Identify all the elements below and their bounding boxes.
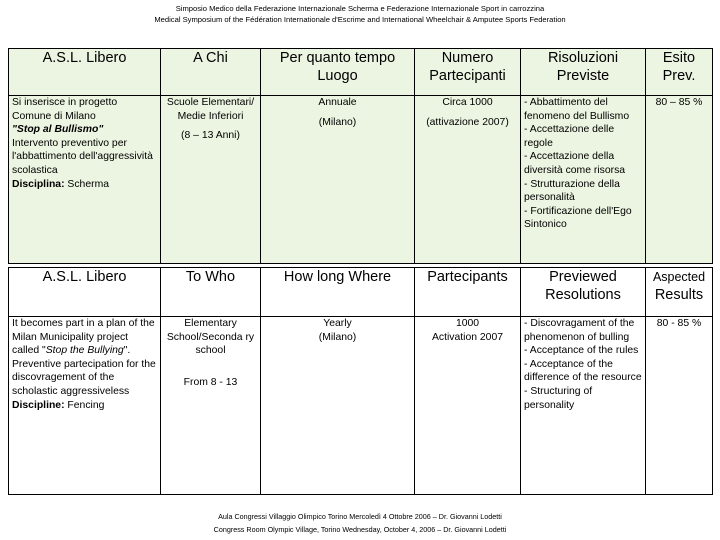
footer-line-italian: Aula Congressi Villaggio Olimpico Torino Mercoledì 4 Ottobre 2006 – Dr. Giovanni Lodetti <box>218 512 502 521</box>
italian-resolution-item: - Accettazione delle regole <box>524 124 615 149</box>
english-resolution-item: - Acceptance of the rules <box>524 345 639 357</box>
english-discipline-value: Fencing <box>64 399 105 411</box>
english-target-schools: Elementary School/Seconda ry school <box>166 318 255 357</box>
italian-header-row <box>9 49 713 96</box>
header-how-long-where: How long Where <box>261 268 415 317</box>
italian-duration <box>261 96 415 264</box>
italian-project-name: "Stop al Bullismo" <box>12 124 104 136</box>
italian-duration-place: (Milano) <box>318 116 357 128</box>
slide-header <box>0 3 720 25</box>
italian-resolution-item: - Strutturazione della personalità <box>524 178 620 204</box>
english-project-description <box>9 317 161 495</box>
italian-target-ages: (8 – 13 Anni) <box>181 130 240 142</box>
header-aspected: Aspected <box>652 270 706 284</box>
english-duration <box>261 317 415 495</box>
header-per-quanto-tempo: Per quanto tempo Luogo <box>261 49 415 96</box>
english-project-name: Stop the Bullying <box>45 345 124 357</box>
italian-resolution-item: - Fortificazione dell'Ego Sintonico <box>524 205 632 231</box>
slide-footer <box>0 510 720 536</box>
english-project-goal: Preventive partecipation for the discovragement of the scholastic aggressiveless <box>12 358 156 397</box>
italian-table <box>8 48 713 264</box>
english-duration-place: (Milano) <box>318 331 357 343</box>
english-participants-activation: Activation 2007 <box>431 331 504 343</box>
italian-discipline-value: Scherma <box>64 178 110 190</box>
english-expected-outcome: 80 - 85 % <box>646 317 713 495</box>
header-risoluzioni-previste: Risoluzioni Previste <box>521 49 646 96</box>
header-partecipants: Partecipants <box>415 268 521 317</box>
header-to-who: To Who <box>161 268 261 317</box>
english-body-row <box>9 317 713 495</box>
english-header-row <box>9 268 713 317</box>
header-line-english: Medical Symposium of the Fédération Internationale d'Escrime and International Wheelchair & Amputee Sports Federation <box>154 15 566 24</box>
footer-line-english: Congress Room Olympic Village, Torino Wednesday, October 4, 2006 – Dr. Giovanni Lodetti <box>213 525 507 534</box>
english-target <box>161 317 261 495</box>
italian-participants-activation: (attivazione 2007) <box>426 116 509 128</box>
english-target-ages: From 8 - 13 <box>183 376 238 388</box>
italian-expected-outcome: 80 – 85 % <box>646 96 713 264</box>
italian-duration-period: Annuale <box>318 97 357 108</box>
italian-target-schools: Scuole Elementari/ Medie Inferiori <box>166 97 255 122</box>
header-asl-libero-en: A.S.L. Libero <box>9 268 161 317</box>
italian-project-intro: Si inserisce in progetto Comune di Milano <box>12 97 118 122</box>
english-participants <box>415 317 521 495</box>
header-aspected-results <box>646 268 713 317</box>
english-resolution-item: - Discovragament of the phenomenon of bulling <box>524 318 635 343</box>
english-resolutions <box>521 317 646 495</box>
italian-project-goal: Intervento preventivo per l'abbattimento dell'aggressività scolastica <box>12 137 153 176</box>
italian-body-row <box>9 96 713 264</box>
italian-target <box>161 96 261 264</box>
header-line-italian: Simposio Medico della Federazione Internazionale Scherma e Federazione Internazionale Sport in carrozzina <box>175 4 545 13</box>
italian-participants-count: Circa 1000 <box>442 97 493 108</box>
italian-resolution-item: - Abbattimento del fenomeno del Bullismo <box>524 97 630 122</box>
header-a-chi: A Chi <box>161 49 261 96</box>
english-resolution-item: - Structuring of personality <box>524 385 593 411</box>
italian-resolutions <box>521 96 646 264</box>
italian-project-description <box>9 96 161 264</box>
english-discipline-label: Discipline: <box>12 399 65 411</box>
header-previewed-resolutions: Previewed Resolutions <box>521 268 646 317</box>
english-project-intro: It becomes part in a plan of the Milan Municipality project called " <box>12 318 155 357</box>
english-resolution-item: - Acceptance of the difference of the resource <box>524 358 642 384</box>
english-participants-count: 1000 <box>455 318 480 329</box>
header-asl-libero: A.S.L. Libero <box>9 49 161 96</box>
header-numero-partecipanti: Numero Partecipanti <box>415 49 521 96</box>
english-duration-period: Yearly <box>323 318 352 329</box>
italian-participants <box>415 96 521 264</box>
italian-resolution-item: - Accettazione della diversità come risorsa <box>524 151 626 176</box>
header-esito-prev: Esito Prev. <box>646 49 713 96</box>
italian-discipline-label: Disciplina: <box>12 178 65 190</box>
english-project-intro-end: ". <box>123 345 131 357</box>
header-results: Results <box>654 287 704 303</box>
english-table <box>8 267 713 495</box>
